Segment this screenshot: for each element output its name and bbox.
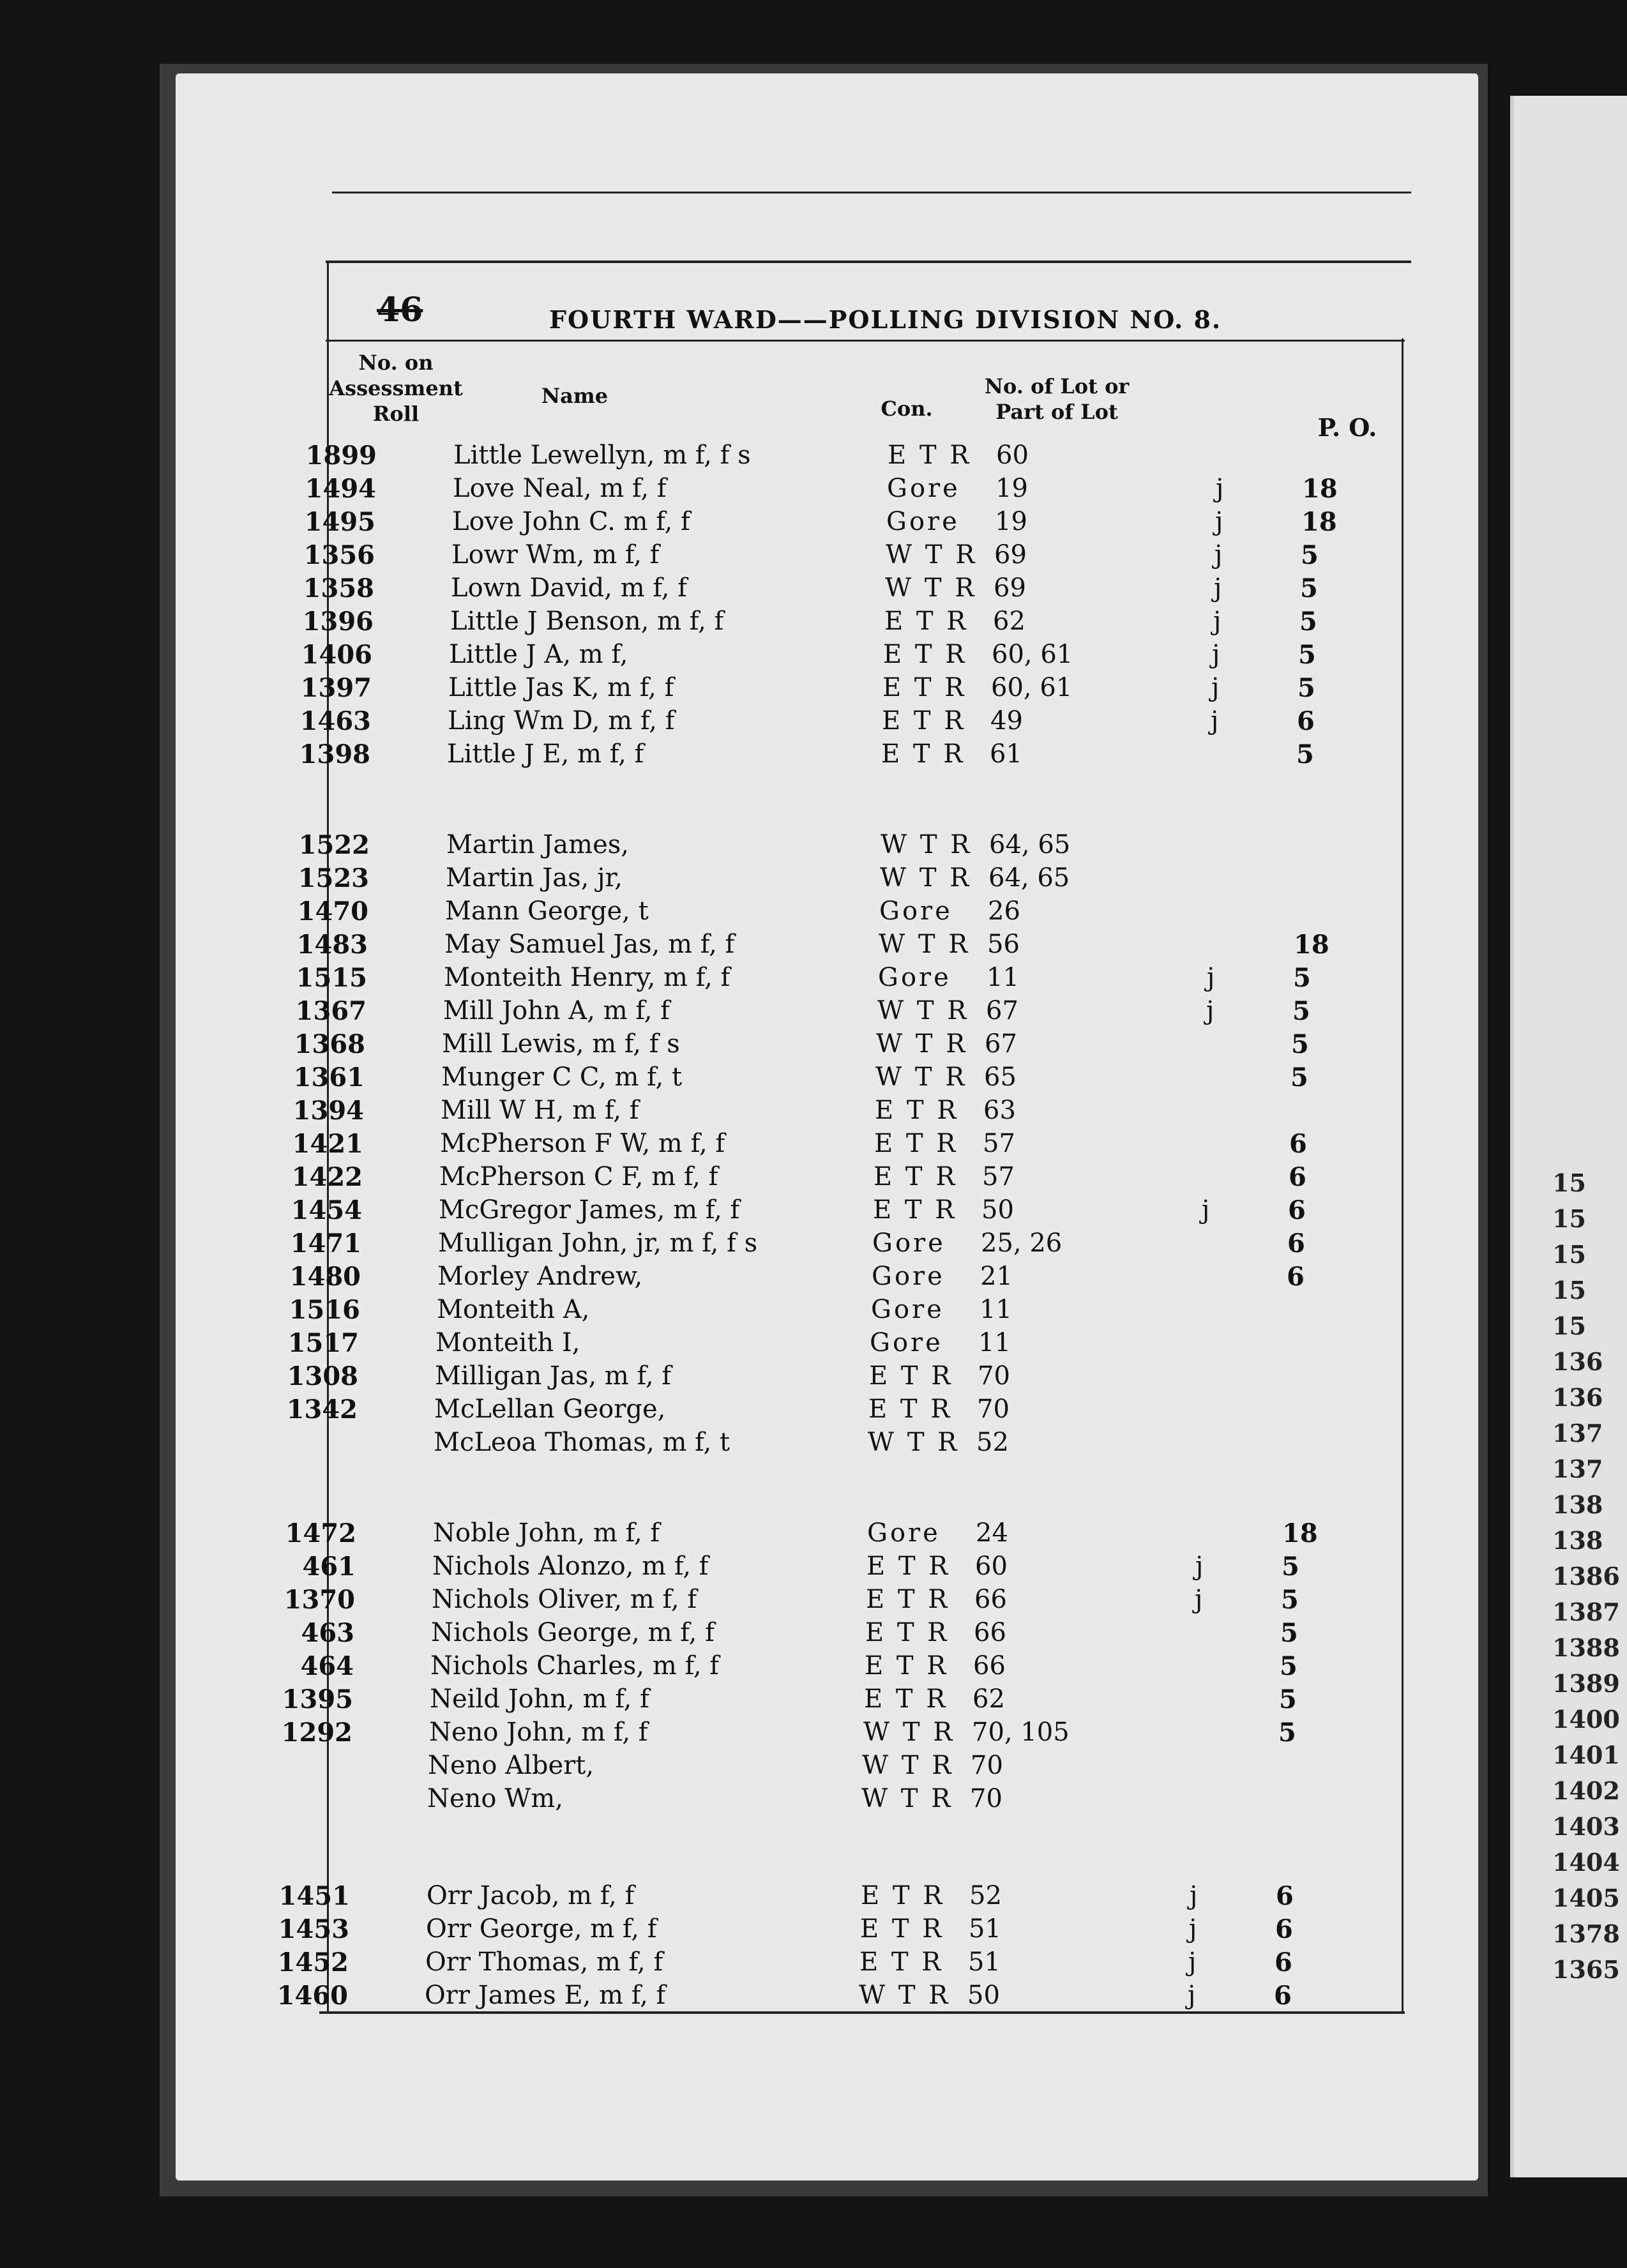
adjacent-roll-number: 1388 (1552, 1633, 1620, 1662)
lot-number: 51 (969, 1914, 1001, 1944)
concession: E T R (869, 1361, 953, 1391)
lot-number: 19 (995, 474, 1028, 503)
voter-name: Mann George, t (445, 896, 649, 926)
concession: E T R (884, 607, 969, 636)
lot-number: 70 (977, 1395, 1010, 1424)
voter-name: May Samuel Jas, m f, f (444, 930, 735, 959)
table-row (0, 1552, 1627, 1585)
voter-name: Nichols George, m f, f (431, 1618, 715, 1647)
concession: W T R (885, 573, 977, 603)
lot-number: 52 (976, 1428, 1009, 1457)
j-mark: j (1215, 507, 1223, 536)
roll-number: 1370 (284, 1585, 355, 1615)
table-row (0, 1784, 1627, 1817)
j-mark: j (1195, 1585, 1203, 1614)
adjacent-roll-number: 1389 (1552, 1669, 1620, 1698)
lot-number: 62 (972, 1684, 1005, 1714)
adjacent-roll-number: 1387 (1552, 1598, 1620, 1626)
voter-name: Little J Benson, m f, f (450, 607, 724, 636)
table-row (0, 1162, 1627, 1195)
concession: W T R (886, 540, 978, 570)
j-mark: j (1216, 474, 1224, 503)
lot-number: 19 (995, 507, 1027, 536)
table-row (0, 1062, 1627, 1096)
roll-number: 1454 (291, 1195, 362, 1225)
lot-number: 24 (976, 1518, 1008, 1548)
post-office: 6 (1288, 1195, 1306, 1225)
concession: E T R (864, 1684, 948, 1714)
concession: E T R (874, 1129, 958, 1158)
table-row (0, 507, 1627, 540)
roll-number: 1308 (287, 1361, 358, 1391)
roll-number: 1421 (292, 1129, 363, 1159)
adjacent-roll-number: 136 (1552, 1383, 1603, 1412)
post-office: 5 (1282, 1552, 1299, 1582)
adjacent-roll-number: 1404 (1552, 1848, 1620, 1877)
roll-number: 1406 (301, 640, 372, 670)
lot-number: 51 (968, 1947, 1001, 1977)
post-office: 6 (1287, 1262, 1305, 1292)
post-office: 5 (1281, 1585, 1299, 1615)
column-header-po: P. O. (1317, 413, 1377, 442)
roll-number: 1523 (298, 863, 369, 893)
table-row (0, 1947, 1627, 1981)
table-row (0, 996, 1627, 1029)
lot-number: 60 (996, 441, 1029, 470)
concession: Gore (872, 1262, 945, 1291)
roll-number: 1494 (305, 474, 376, 504)
roll-number: 461 (302, 1552, 356, 1582)
roll-number: 1422 (291, 1162, 363, 1192)
table-row (0, 1395, 1627, 1428)
voter-name: Monteith I, (435, 1328, 580, 1357)
roll-number: 1396 (302, 607, 374, 637)
table-row (0, 1228, 1627, 1262)
table-row (0, 1518, 1627, 1552)
post-office: 5 (1298, 640, 1316, 670)
voter-name: Monteith A, (437, 1295, 590, 1324)
table-row (0, 1914, 1627, 1947)
adjacent-roll-number: 15 (1552, 1204, 1586, 1233)
roll-number: 1516 (289, 1295, 360, 1325)
table-row (0, 640, 1627, 673)
column-header-lot: No. of Lot or Part of Lot (984, 374, 1130, 424)
j-mark: j (1211, 706, 1219, 736)
voter-name: Orr Jacob, m f, f (427, 1881, 635, 1910)
top-rule-2 (326, 261, 1411, 263)
adjacent-roll-number: 136 (1552, 1347, 1603, 1376)
concession: W T R (859, 1981, 951, 2010)
voter-name: Neno Albert, (428, 1751, 594, 1780)
concession: E T R (859, 1947, 944, 1977)
post-office: 6 (1289, 1129, 1307, 1159)
adjacent-roll-number: 138 (1552, 1490, 1603, 1519)
table-row (0, 739, 1627, 773)
concession: Gore (867, 1518, 941, 1548)
post-office: 5 (1280, 1618, 1298, 1648)
j-mark: j (1213, 607, 1222, 636)
concession: E T R (866, 1585, 950, 1614)
concession: Gore (872, 1228, 946, 1258)
adjacent-roll-number: 1403 (1552, 1812, 1620, 1841)
lot-number: 50 (981, 1195, 1014, 1225)
lot-number: 56 (987, 930, 1020, 959)
column-header-roll: No. on Assessment Roll (329, 351, 463, 426)
adjacent-roll-number: 15 (1552, 1168, 1586, 1197)
table-row (0, 963, 1627, 996)
post-office: 5 (1300, 573, 1318, 603)
lot-number: 67 (986, 996, 1018, 1025)
voter-name: Noble John, m f, f (433, 1518, 660, 1548)
roll-number: 1397 (300, 673, 372, 703)
voter-name: Mulligan John, jr, m f, f s (438, 1228, 758, 1258)
roll-number: 1522 (298, 830, 370, 860)
concession: W T R (868, 1428, 960, 1457)
voter-name: McGregor James, m f, f (439, 1195, 740, 1225)
post-office: 6 (1275, 1914, 1293, 1944)
roll-number: 1453 (278, 1914, 349, 1944)
j-mark: j (1206, 996, 1215, 1025)
post-office: 5 (1280, 1651, 1298, 1681)
voter-name: Mill W H, m f, f (441, 1096, 639, 1125)
concession: E T R (874, 1162, 958, 1191)
adjacent-roll-number: 137 (1552, 1455, 1603, 1483)
voter-name: McPherson F W, m f, f (440, 1129, 725, 1158)
concession: E T R (881, 739, 965, 769)
voter-name: McPherson C F, m f, f (439, 1162, 718, 1191)
voter-name: Neno John, m f, f (429, 1718, 648, 1747)
table-row (0, 1618, 1627, 1651)
roll-number: 1368 (294, 1029, 365, 1059)
lot-number: 70 (970, 1784, 1003, 1813)
j-mark: j (1202, 1195, 1210, 1225)
concession: W T R (879, 930, 971, 959)
table-row (0, 1718, 1627, 1751)
j-mark: j (1211, 673, 1220, 702)
j-mark: j (1214, 573, 1222, 603)
table-row (0, 1029, 1627, 1062)
roll-number: 1899 (305, 441, 377, 471)
adjacent-roll-number: 15 (1552, 1240, 1586, 1269)
table-row (0, 1684, 1627, 1718)
j-mark: j (1215, 540, 1223, 570)
table-row (0, 1262, 1627, 1295)
voter-name: Little J E, m f, f (447, 739, 644, 769)
lot-number: 70, 105 (972, 1718, 1070, 1747)
roll-number: 1517 (287, 1328, 359, 1358)
voter-name: Morley Andrew, (437, 1262, 643, 1291)
j-mark: j (1190, 1881, 1198, 1910)
table-row (0, 1751, 1627, 1784)
voter-name: Orr Thomas, m f, f (425, 1947, 663, 1977)
concession: E T R (865, 1618, 950, 1647)
lot-number: 70 (971, 1751, 1003, 1780)
j-mark: j (1188, 1981, 1196, 2010)
lot-number: 69 (994, 573, 1026, 603)
table-row (0, 1361, 1627, 1395)
voter-name: Martin James, (446, 830, 629, 859)
post-office: 5 (1301, 540, 1319, 570)
table-row (0, 673, 1627, 706)
lot-number: 64, 65 (989, 830, 1071, 859)
adjacent-roll-number: 1402 (1552, 1776, 1620, 1805)
roll-number: 1452 (277, 1947, 349, 1977)
concession: W T R (880, 863, 972, 893)
table-row (0, 1328, 1627, 1361)
voter-name: Orr George, m f, f (426, 1914, 657, 1944)
post-office: 6 (1297, 706, 1315, 736)
lot-number: 11 (987, 963, 1019, 992)
concession: E T R (873, 1195, 957, 1225)
concession: W T R (875, 1062, 967, 1092)
concession: W T R (861, 1784, 953, 1813)
concession: E T R (866, 1552, 951, 1581)
concession: Gore (871, 1295, 944, 1324)
lot-number: 57 (983, 1129, 1015, 1158)
voter-name: Nichols Alonzo, m f, f (432, 1552, 709, 1581)
post-office: 6 (1287, 1228, 1305, 1259)
post-office: 6 (1275, 1947, 1292, 1977)
table-row (0, 607, 1627, 640)
concession: E T R (860, 1914, 944, 1944)
concession: Gore (887, 474, 960, 503)
concession: E T R (882, 706, 966, 736)
voter-name: Nichols Oliver, m f, f (432, 1585, 697, 1614)
post-office: 5 (1292, 996, 1310, 1026)
post-office: 5 (1293, 963, 1311, 993)
lot-number: 64, 65 (988, 863, 1070, 893)
page-title: FOURTH WARD——POLLING DIVISION NO. 8. (549, 305, 1222, 334)
lot-number: 26 (988, 896, 1020, 926)
page-number: 46 (377, 291, 423, 329)
table-row (0, 863, 1627, 896)
post-office: 5 (1291, 1029, 1309, 1059)
voter-name: Orr James E, m f, f (425, 1981, 666, 2010)
table-row (0, 1195, 1627, 1228)
roll-number: 1356 (303, 540, 375, 570)
roll-number: 1395 (282, 1684, 353, 1714)
lot-number: 60 (975, 1552, 1008, 1581)
voter-name: Love John C. m f, f (452, 507, 690, 536)
roll-number: 1460 (276, 1981, 348, 2011)
table-row (0, 1881, 1627, 1914)
adjacent-roll-number: 1378 (1552, 1919, 1620, 1948)
table-row (0, 930, 1627, 963)
adjacent-roll-number: 137 (1552, 1419, 1603, 1448)
roll-number: 1361 (293, 1062, 365, 1092)
concession: Gore (879, 896, 953, 926)
concession: Gore (870, 1328, 943, 1357)
post-office: 5 (1296, 739, 1314, 769)
roll-number: 1515 (296, 963, 367, 993)
post-office: 5 (1290, 1062, 1308, 1092)
roll-number: 463 (301, 1618, 354, 1648)
table-row (0, 1295, 1627, 1328)
voter-name: Monteith Henry, m f, f (444, 963, 730, 992)
roll-number: 1451 (278, 1881, 350, 1911)
adjacent-roll-number: 138 (1552, 1526, 1603, 1555)
voter-name: McLellan George, (434, 1395, 666, 1424)
post-office: 5 (1299, 607, 1317, 637)
post-office: 18 (1302, 474, 1338, 504)
roll-number: 1480 (289, 1262, 361, 1292)
lot-number: 50 (967, 1981, 1000, 2010)
voter-name: Lown David, m f, f (451, 573, 687, 603)
concession: Gore (886, 507, 960, 536)
voter-name: Neno Wm, (427, 1784, 563, 1813)
concession: E T R (875, 1096, 959, 1125)
table-row (0, 573, 1627, 607)
lot-number: 60, 61 (992, 640, 1073, 669)
adjacent-roll-number: 1386 (1552, 1562, 1620, 1591)
column-header-name: Name (541, 384, 609, 408)
roll-number: 1398 (299, 739, 370, 769)
post-office: 6 (1274, 1981, 1292, 2011)
post-office: 6 (1276, 1881, 1294, 1911)
voter-name: Little Lewellyn, m f, f s (453, 441, 751, 470)
concession: W T R (881, 830, 972, 859)
voter-name: Mill John A, m f, f (443, 996, 670, 1025)
table-row (0, 1096, 1627, 1129)
concession: W T R (876, 1029, 968, 1059)
post-office: 5 (1279, 1684, 1297, 1714)
roll-number: 1394 (292, 1096, 364, 1126)
lot-number: 11 (980, 1295, 1012, 1324)
column-header-con: Con. (881, 397, 933, 421)
concession: E T R (882, 673, 967, 702)
lot-number: 11 (978, 1328, 1011, 1357)
post-office: 18 (1294, 930, 1329, 960)
adjacent-roll-number: 15 (1552, 1276, 1586, 1304)
voter-name: Ling Wm D, m f, f (448, 706, 675, 736)
lot-number: 66 (973, 1651, 1006, 1681)
roll-number: 1358 (303, 573, 374, 603)
table-row (0, 474, 1627, 507)
concession: Gore (878, 963, 951, 992)
j-mark: j (1188, 1947, 1197, 1977)
concession: E T R (888, 441, 972, 470)
table-row (0, 441, 1627, 474)
table-row (0, 1585, 1627, 1618)
lot-number: 63 (983, 1096, 1016, 1125)
roll-number: 1292 (281, 1718, 352, 1748)
j-mark: j (1195, 1552, 1204, 1581)
lot-number: 69 (994, 540, 1027, 570)
roll-number: 1472 (285, 1518, 356, 1548)
post-office: 18 (1282, 1518, 1318, 1548)
post-office: 5 (1278, 1718, 1296, 1748)
lot-number: 52 (969, 1881, 1002, 1910)
adjacent-roll-number: 1405 (1552, 1884, 1620, 1912)
voter-name: Love Neal, m f, f (453, 474, 667, 503)
table-row (0, 540, 1627, 573)
concession: W T R (877, 996, 969, 1025)
table-row (0, 1428, 1627, 1461)
voter-name: Munger C C, m f, t (441, 1062, 683, 1092)
roll-number: 1471 (290, 1228, 361, 1259)
post-office: 5 (1298, 673, 1315, 703)
header-rule (326, 340, 1405, 342)
roll-number: 1470 (297, 896, 368, 926)
voter-name: Neild John, m f, f (430, 1684, 649, 1714)
table-row (0, 830, 1627, 863)
roll-number: 1463 (299, 706, 371, 736)
voter-name: McLeoa Thomas, m f, t (434, 1428, 730, 1457)
table-row (0, 1129, 1627, 1162)
concession: W T R (862, 1751, 954, 1780)
lot-number: 57 (982, 1162, 1015, 1191)
concession: W T R (863, 1718, 955, 1747)
voter-name: Little Jas K, m f, f (448, 673, 674, 702)
table-row (0, 896, 1627, 930)
lot-number: 66 (974, 1585, 1007, 1614)
table-row (0, 1981, 1627, 2014)
voter-name: Milligan Jas, m f, f (435, 1361, 672, 1391)
adjacent-roll-number: 1365 (1552, 1955, 1620, 1984)
concession: E T R (865, 1651, 949, 1681)
table-row (0, 706, 1627, 739)
adjacent-roll-number: 1400 (1552, 1705, 1620, 1734)
j-mark: j (1212, 640, 1220, 669)
concession: E T R (861, 1881, 945, 1910)
adjacent-roll-number: 15 (1552, 1312, 1586, 1340)
voter-name: Martin Jas, jr, (446, 863, 623, 893)
roll-number: 1495 (304, 507, 375, 537)
lot-number: 25, 26 (981, 1228, 1063, 1258)
adjacent-roll-number: 1401 (1552, 1741, 1620, 1769)
concession: E T R (868, 1395, 953, 1424)
voter-name: Nichols Charles, m f, f (430, 1651, 720, 1681)
concession: E T R (883, 640, 967, 669)
j-mark: j (1189, 1914, 1197, 1944)
top-rule-1 (332, 192, 1411, 193)
lot-number: 70 (978, 1361, 1010, 1391)
lot-number: 61 (990, 739, 1022, 769)
table-row (0, 1651, 1627, 1684)
post-office: 18 (1301, 507, 1337, 537)
roll-number: 1342 (286, 1395, 358, 1425)
j-mark: j (1207, 963, 1215, 992)
post-office: 6 (1289, 1162, 1306, 1192)
voter-name: Mill Lewis, m f, f s (442, 1029, 680, 1059)
lot-number: 66 (974, 1618, 1006, 1647)
voter-name: Little J A, m f, (449, 640, 628, 669)
lot-number: 49 (990, 706, 1023, 736)
roll-number: 464 (300, 1651, 354, 1681)
roll-number: 1367 (295, 996, 367, 1026)
lot-number: 21 (980, 1262, 1013, 1291)
lot-number: 60, 61 (991, 673, 1073, 702)
lot-number: 65 (984, 1062, 1017, 1092)
roll-number: 1483 (296, 930, 368, 960)
voter-name: Lowr Wm, m f, f (451, 540, 660, 570)
lot-number: 62 (993, 607, 1025, 636)
lot-number: 67 (985, 1029, 1017, 1059)
